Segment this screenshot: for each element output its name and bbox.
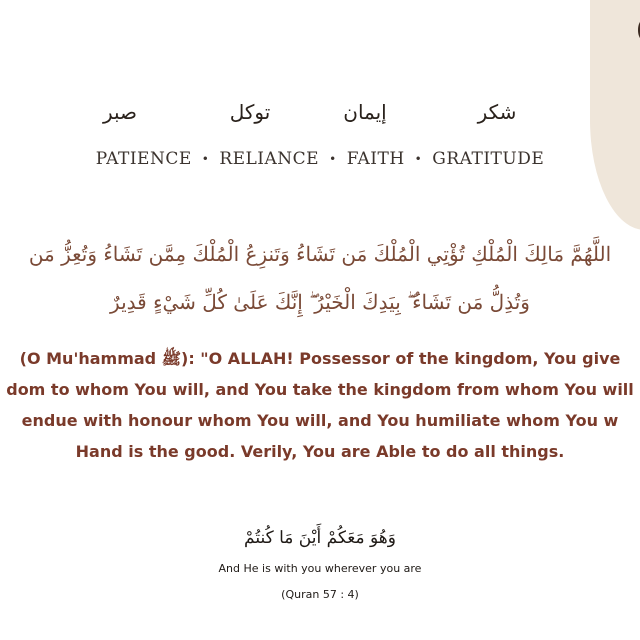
quote-reference: (Quran 57 : 4) — [281, 588, 359, 601]
quote-arabic: وَهُوَ مَعَكُمْ أَيْنَ مَا كُنتُمْ — [244, 528, 396, 548]
verse-line-1: اللَّهُمَّ مَالِكَ الْمُلْكِ تُؤْتِي الْمُلْكَ مَن تَشَاءُ وَتَنزِعُ الْمُلْكَ مِمَّن تَشَاءُ وَتُعِزُّ مَن — [28, 242, 612, 266]
separator-dot: • — [414, 152, 423, 166]
word-gratitude: GRATITUDE — [432, 149, 545, 169]
word-patience: PATIENCE — [95, 149, 192, 169]
word-faith: FAITH — [346, 149, 405, 169]
separator-dot: • — [201, 152, 210, 166]
arabic-word-gratitude: شكر — [477, 100, 517, 124]
quote-english: And He is with you wherever you are — [218, 562, 422, 575]
arabic-word-faith: إيمان — [343, 100, 387, 124]
english-words-row — [0, 146, 640, 172]
verse-line-2: وَتُذِلُّ مَن تَشَاءُ ۖ بِيَدِكَ الْخَيْرُ ۖ إِنَّكَ عَلَىٰ كُلِّ شَيْءٍ قَدِيرٌ — [110, 290, 530, 314]
word-reliance: RELIANCE — [219, 149, 320, 169]
translation-line-2: dom to whom You will, and You take the kingdom from whom You will — [6, 380, 634, 399]
translation-line-1: (O Mu'hammad ﷺ): "O ALLAH! Possessor of the kingdom, You give — [19, 349, 621, 368]
separator-dot: • — [329, 152, 337, 166]
verse-translation — [0, 343, 640, 467]
translation-line-3: endue with honour whom You will, and You humiliate whom You w — [21, 411, 619, 430]
arabic-word-patience: صبر — [102, 100, 138, 124]
arabic-words-row — [0, 100, 640, 136]
translation-line-4: Hand is the good. Verily, You are Able to do all things. — [75, 442, 565, 461]
arabic-word-reliance: توكل — [229, 100, 271, 124]
